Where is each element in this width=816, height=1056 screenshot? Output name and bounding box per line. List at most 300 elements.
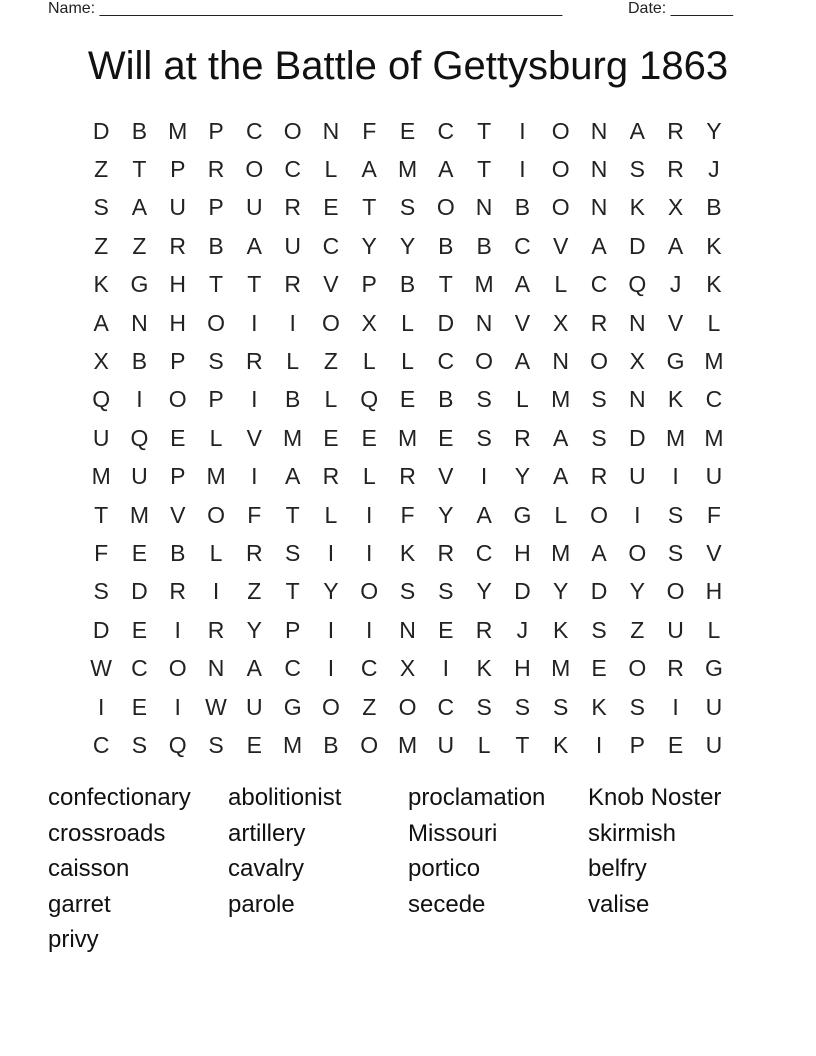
grid-letter: P xyxy=(170,348,186,375)
grid-letter: N xyxy=(207,655,225,682)
grid-letter: U xyxy=(705,463,723,490)
grid-letter: R xyxy=(475,616,493,643)
grid-letter: T xyxy=(285,501,300,528)
grid-letter: O xyxy=(590,348,608,375)
grid-row xyxy=(82,649,733,687)
grid-letter: L xyxy=(324,386,338,413)
grid-letter: I xyxy=(634,501,641,528)
grid-letter: H xyxy=(169,309,187,336)
grid-letter: D xyxy=(92,616,110,643)
grid-letter: F xyxy=(706,501,721,528)
grid-letter: E xyxy=(438,616,454,643)
grid-letter: E xyxy=(399,386,416,413)
grid-letter: H xyxy=(169,271,187,298)
page-title: Will at the Battle of Gettysburg 1863 xyxy=(87,44,729,88)
word-list-item: parole xyxy=(228,890,295,918)
grid-letter: J xyxy=(516,616,529,643)
grid-letter: I xyxy=(672,693,679,720)
grid-letter: G xyxy=(130,271,149,298)
grid-letter: P xyxy=(208,117,224,144)
grid-letter: I xyxy=(251,386,258,413)
grid-letter: J xyxy=(669,271,682,298)
grid-letter: V xyxy=(706,539,722,566)
grid-letter: Z xyxy=(94,156,109,183)
grid-letter: I xyxy=(366,616,373,643)
grid-letter: P xyxy=(170,156,186,183)
grid-row xyxy=(82,381,733,419)
grid-letter: N xyxy=(399,616,416,643)
grid-letter: X xyxy=(667,194,684,221)
grid-letter: E xyxy=(323,424,339,451)
grid-letter: C xyxy=(437,693,455,720)
grid-letter: S xyxy=(208,348,224,375)
grid-letter: B xyxy=(208,232,224,259)
grid-letter: A xyxy=(514,271,531,298)
grid-letter: U xyxy=(92,424,110,451)
grid-letter: A xyxy=(93,309,109,336)
grid-letter: R xyxy=(207,156,225,183)
grid-letter: C xyxy=(475,539,493,566)
grid-letter: K xyxy=(476,655,492,682)
grid-letter: L xyxy=(209,424,223,451)
grid-row xyxy=(82,688,733,726)
grid-letter: M xyxy=(283,424,303,451)
grid-letter: O xyxy=(475,348,494,375)
grid-letter: S xyxy=(476,424,492,451)
grid-letter: M xyxy=(206,463,226,490)
grid-letter: I xyxy=(595,731,603,758)
grid-letter: E xyxy=(667,731,684,758)
grid-letter: O xyxy=(245,156,264,183)
grid-letter: R xyxy=(667,117,684,144)
grid-letter: C xyxy=(437,348,455,375)
grid-letter: B xyxy=(131,348,148,375)
grid-letter: B xyxy=(706,194,722,221)
grid-letter: R xyxy=(399,463,416,490)
grid-row xyxy=(82,419,733,457)
grid-letter: S xyxy=(131,731,148,758)
word-list-item: skirmish xyxy=(588,819,676,847)
grid-letter: O xyxy=(551,194,570,221)
grid-letter: T xyxy=(477,117,492,144)
grid-letter: X xyxy=(629,348,645,375)
grid-letter: I xyxy=(327,616,335,643)
grid-letter: R xyxy=(437,539,455,566)
word-list-item: belfry xyxy=(588,855,647,883)
grid-letter: X xyxy=(399,655,416,682)
grid-letter: L xyxy=(324,156,338,183)
grid-letter: F xyxy=(94,539,109,566)
grid-letter: L xyxy=(362,463,376,490)
grid-letter: I xyxy=(480,463,488,490)
grid-letter: M xyxy=(91,463,111,490)
date-field: Date: _______ xyxy=(628,0,733,17)
word-list-item: caisson xyxy=(48,855,130,883)
grid-letter: I xyxy=(97,693,105,720)
grid-letter: E xyxy=(170,424,186,451)
grid-letter: E xyxy=(323,194,339,221)
grid-letter: R xyxy=(667,156,684,183)
grid-letter: L xyxy=(707,616,721,643)
grid-letter: P xyxy=(170,463,186,490)
grid-letter: A xyxy=(514,348,531,375)
grid-letter: N xyxy=(590,194,608,221)
grid-letter: M xyxy=(704,424,724,451)
grid-letter: L xyxy=(401,309,414,336)
grid-letter: Z xyxy=(323,348,338,375)
grid-letter: I xyxy=(174,693,181,720)
grid-letter: O xyxy=(168,655,187,682)
grid-letter: C xyxy=(92,731,110,758)
grid-letter: X xyxy=(553,309,569,336)
grid-letter: C xyxy=(284,655,301,682)
grid-letter: O xyxy=(551,117,570,144)
grid-letter: S xyxy=(476,386,492,413)
grid-letter: V xyxy=(553,232,569,259)
grid-letter: P xyxy=(361,271,377,298)
grid-row xyxy=(82,112,733,150)
grid-letter: O xyxy=(360,578,379,605)
grid-letter: M xyxy=(704,348,724,375)
grid-letter: D xyxy=(628,424,646,451)
word-list-item: artillery xyxy=(228,819,306,847)
grid-letter: I xyxy=(251,309,258,336)
grid-letter: B xyxy=(323,731,339,758)
grid-letter: M xyxy=(397,156,418,183)
grid-letter: K xyxy=(399,539,416,566)
grid-letter: I xyxy=(672,463,679,490)
grid-letter: I xyxy=(327,539,335,566)
grid-row xyxy=(82,496,733,534)
grid-letter: F xyxy=(362,117,377,144)
grid-letter: H xyxy=(514,655,531,682)
grid-letter: S xyxy=(667,539,684,566)
grid-letter: Y xyxy=(399,232,416,259)
grid-letter: Z xyxy=(132,232,147,259)
grid-letter: N xyxy=(475,309,493,336)
grid-row xyxy=(82,189,733,227)
grid-letter: R xyxy=(322,463,340,490)
grid-letter: R xyxy=(590,309,608,336)
grid-letter: C xyxy=(705,386,723,413)
grid-letter: O xyxy=(590,501,608,528)
word-list-item: crossroads xyxy=(48,819,166,847)
grid-letter: O xyxy=(628,539,647,566)
grid-letter: S xyxy=(591,386,607,413)
grid-letter: T xyxy=(132,156,147,183)
grid-letter: L xyxy=(477,731,491,758)
grid-letter: U xyxy=(284,232,301,259)
grid-letter: U xyxy=(705,693,723,720)
grid-letter: Y xyxy=(553,578,569,605)
grid-letter: I xyxy=(289,309,296,336)
grid-letter: I xyxy=(251,463,258,490)
grid-letter: T xyxy=(94,501,109,528)
grid-letter: O xyxy=(398,693,417,720)
grid-letter: P xyxy=(629,731,645,758)
word-list-item: valise xyxy=(588,890,650,918)
grid-letter: T xyxy=(285,578,300,605)
grid-letter: G xyxy=(283,693,302,720)
word-list-item: cavalry xyxy=(228,855,305,883)
grid-letter: R xyxy=(667,655,684,682)
word-list-item: abolitionist xyxy=(228,784,342,811)
grid-letter: A xyxy=(246,232,262,259)
grid-letter: M xyxy=(283,731,303,758)
grid-letter: R xyxy=(284,271,301,298)
grid-letter: S xyxy=(629,693,645,720)
grid-letter: S xyxy=(399,194,416,221)
grid-letter: M xyxy=(397,424,418,451)
grid-letter: C xyxy=(131,655,148,682)
grid-letter: Q xyxy=(168,731,187,758)
grid-letter: X xyxy=(93,348,109,375)
grid-letter: I xyxy=(366,539,373,566)
grid-letter: N xyxy=(131,309,148,336)
grid-letter: O xyxy=(628,655,647,682)
grid-letter: M xyxy=(551,539,571,566)
grid-letter: Y xyxy=(476,578,492,605)
grid-letter: M xyxy=(168,117,188,144)
grid-letter: S xyxy=(438,578,454,605)
grid-letter: B xyxy=(399,271,416,298)
grid-letter: A xyxy=(131,194,148,221)
grid-letter: H xyxy=(514,539,531,566)
grid-letter: C xyxy=(284,156,301,183)
grid-letter: V xyxy=(438,463,454,490)
grid-letter: E xyxy=(131,616,148,643)
grid-letter: M xyxy=(474,271,494,298)
grid-letter: U xyxy=(131,463,148,490)
grid-letter: G xyxy=(513,501,532,528)
grid-row xyxy=(82,304,733,342)
grid-letter: M xyxy=(129,501,150,528)
grid-letter: A xyxy=(476,501,492,528)
grid-letter: O xyxy=(551,156,570,183)
grid-letter: W xyxy=(205,693,227,720)
grid-letter: A xyxy=(284,463,301,490)
grid-letter: E xyxy=(361,424,377,451)
grid-letter: U xyxy=(246,693,263,720)
grid-letter: A xyxy=(591,232,607,259)
grid-letter: P xyxy=(208,386,224,413)
grid-letter: N xyxy=(552,348,570,375)
grid-letter: K xyxy=(93,271,109,298)
grid-row xyxy=(82,534,733,572)
grid-letter: W xyxy=(90,655,112,682)
word-list-item: proclamation xyxy=(408,784,546,811)
grid-letter: K xyxy=(553,731,569,758)
grid-letter: E xyxy=(438,424,454,451)
grid-letter: Q xyxy=(130,424,149,451)
grid-letter: T xyxy=(477,156,492,183)
grid-letter: I xyxy=(174,616,181,643)
grid-letter: S xyxy=(591,616,607,643)
grid-letter: H xyxy=(705,578,723,605)
grid-letter: L xyxy=(554,271,568,298)
grid-letter: N xyxy=(628,309,646,336)
grid-letter: L xyxy=(707,309,721,336)
grid-letter: I xyxy=(519,117,526,144)
grid-row xyxy=(82,227,733,265)
grid-letter: N xyxy=(322,117,340,144)
grid-letter: B xyxy=(131,117,148,144)
grid-letter: K xyxy=(706,232,722,259)
grid-letter: O xyxy=(321,693,340,720)
grid-letter: B xyxy=(476,232,492,259)
grid-letter: T xyxy=(209,271,224,298)
grid-letter: N xyxy=(590,156,608,183)
grid-letter: I xyxy=(212,578,220,605)
grid-letter: N xyxy=(628,386,646,413)
word-list-item: Missouri xyxy=(408,819,498,847)
grid-letter: U xyxy=(246,194,263,221)
grid-letter: L xyxy=(286,348,300,375)
grid-letter: U xyxy=(667,616,684,643)
grid-letter: M xyxy=(551,655,571,682)
grid-letter: I xyxy=(519,156,526,183)
grid-letter: Y xyxy=(706,117,722,144)
grid-letter: T xyxy=(247,271,262,298)
grid-row xyxy=(82,573,733,611)
grid-letter: B xyxy=(284,386,301,413)
grid-letter: R xyxy=(169,232,187,259)
name-field: Name: ____________________________________________________ xyxy=(48,0,563,17)
grid-letter: A xyxy=(629,117,645,144)
grid-letter: J xyxy=(708,156,720,183)
grid-letter: Z xyxy=(247,578,262,605)
grid-letter: O xyxy=(283,117,302,144)
grid-letter: Y xyxy=(323,578,339,605)
grid-letter: V xyxy=(667,309,684,336)
grid-letter: U xyxy=(169,194,187,221)
grid-letter: S xyxy=(514,693,531,720)
grid-letter: S xyxy=(476,693,492,720)
grid-letter: K xyxy=(629,194,645,221)
grid-letter: Y xyxy=(246,616,262,643)
grid-letter: C xyxy=(246,117,263,144)
grid-row xyxy=(82,726,733,764)
grid-letter: R xyxy=(284,194,301,221)
grid-letter: I xyxy=(136,386,143,413)
grid-letter: S xyxy=(667,501,684,528)
grid-letter: T xyxy=(515,731,530,758)
grid-letter: P xyxy=(284,616,301,643)
grid-letter: O xyxy=(321,309,340,336)
grid-letter: A xyxy=(438,156,454,183)
grid-letter: R xyxy=(246,348,263,375)
grid-letter: N xyxy=(590,117,608,144)
word-list-item: garret xyxy=(48,890,111,918)
grid-letter: O xyxy=(360,731,379,758)
grid-letter: U xyxy=(628,463,646,490)
word-list-item: confectionary xyxy=(48,784,191,811)
grid-letter: S xyxy=(399,578,416,605)
grid-letter: L xyxy=(324,501,338,528)
grid-letter: Q xyxy=(92,386,111,413)
grid-letter: O xyxy=(207,309,225,336)
grid-letter: K xyxy=(667,386,684,413)
grid-letter: Z xyxy=(630,616,645,643)
word-list xyxy=(48,782,768,960)
grid-letter: U xyxy=(437,731,455,758)
grid-letter: T xyxy=(438,271,453,298)
grid-letter: L xyxy=(554,501,568,528)
grid-letter: S xyxy=(208,731,224,758)
letter-grid xyxy=(82,112,733,765)
grid-letter: Q xyxy=(360,386,379,413)
grid-letter: D xyxy=(628,232,646,259)
grid-letter: Z xyxy=(94,232,109,259)
grid-letter: A xyxy=(553,424,569,451)
grid-letter: C xyxy=(322,232,340,259)
word-list-item: secede xyxy=(408,890,486,918)
grid-letter: D xyxy=(514,578,531,605)
grid-letter: Y xyxy=(514,463,531,490)
grid-letter: I xyxy=(366,501,373,528)
grid-letter: A xyxy=(667,232,684,259)
grid-letter: A xyxy=(246,655,262,682)
grid-letter: C xyxy=(437,117,455,144)
grid-letter: C xyxy=(514,232,531,259)
grid-letter: L xyxy=(209,539,223,566)
grid-letter: V xyxy=(323,271,339,298)
grid-letter: T xyxy=(362,194,377,221)
grid-letter: K xyxy=(553,616,569,643)
grid-letter: S xyxy=(93,194,109,221)
grid-letter: Y xyxy=(361,232,377,259)
grid-letter: Q xyxy=(628,271,647,298)
grid-letter: N xyxy=(475,194,493,221)
grid-letter: E xyxy=(591,655,607,682)
grid-letter: G xyxy=(704,655,723,682)
grid-letter: L xyxy=(362,348,376,375)
word-list-item: Knob Noster xyxy=(588,784,722,811)
grid-letter: S xyxy=(93,578,109,605)
grid-letter: V xyxy=(170,501,186,528)
grid-letter: C xyxy=(590,271,608,298)
grid-letter: U xyxy=(705,731,723,758)
grid-letter: R xyxy=(169,578,187,605)
grid-letter: I xyxy=(442,655,450,682)
grid-letter: O xyxy=(666,578,685,605)
grid-letter: S xyxy=(629,156,645,183)
grid-letter: M xyxy=(397,731,418,758)
grid-letter: R xyxy=(590,463,608,490)
word-list-item: portico xyxy=(408,855,481,883)
grid-letter: K xyxy=(591,693,607,720)
grid-letter: E xyxy=(399,117,416,144)
grid-letter: A xyxy=(553,463,569,490)
grid-row xyxy=(82,342,733,380)
grid-letter: D xyxy=(590,578,608,605)
grid-letter: L xyxy=(401,348,414,375)
grid-letter: K xyxy=(706,271,722,298)
grid-letter: D xyxy=(92,117,110,144)
grid-letter: E xyxy=(131,693,148,720)
grid-letter: X xyxy=(361,309,377,336)
grid-letter: O xyxy=(436,194,455,221)
grid-letter: E xyxy=(131,539,148,566)
grid-letter: S xyxy=(284,539,301,566)
grid-letter: A xyxy=(361,156,377,183)
grid-letter: C xyxy=(360,655,378,682)
grid-letter: S xyxy=(553,693,569,720)
grid-letter: Y xyxy=(629,578,645,605)
grid-letter: E xyxy=(246,731,262,758)
grid-letter: B xyxy=(170,539,186,566)
grid-letter: L xyxy=(516,386,529,413)
